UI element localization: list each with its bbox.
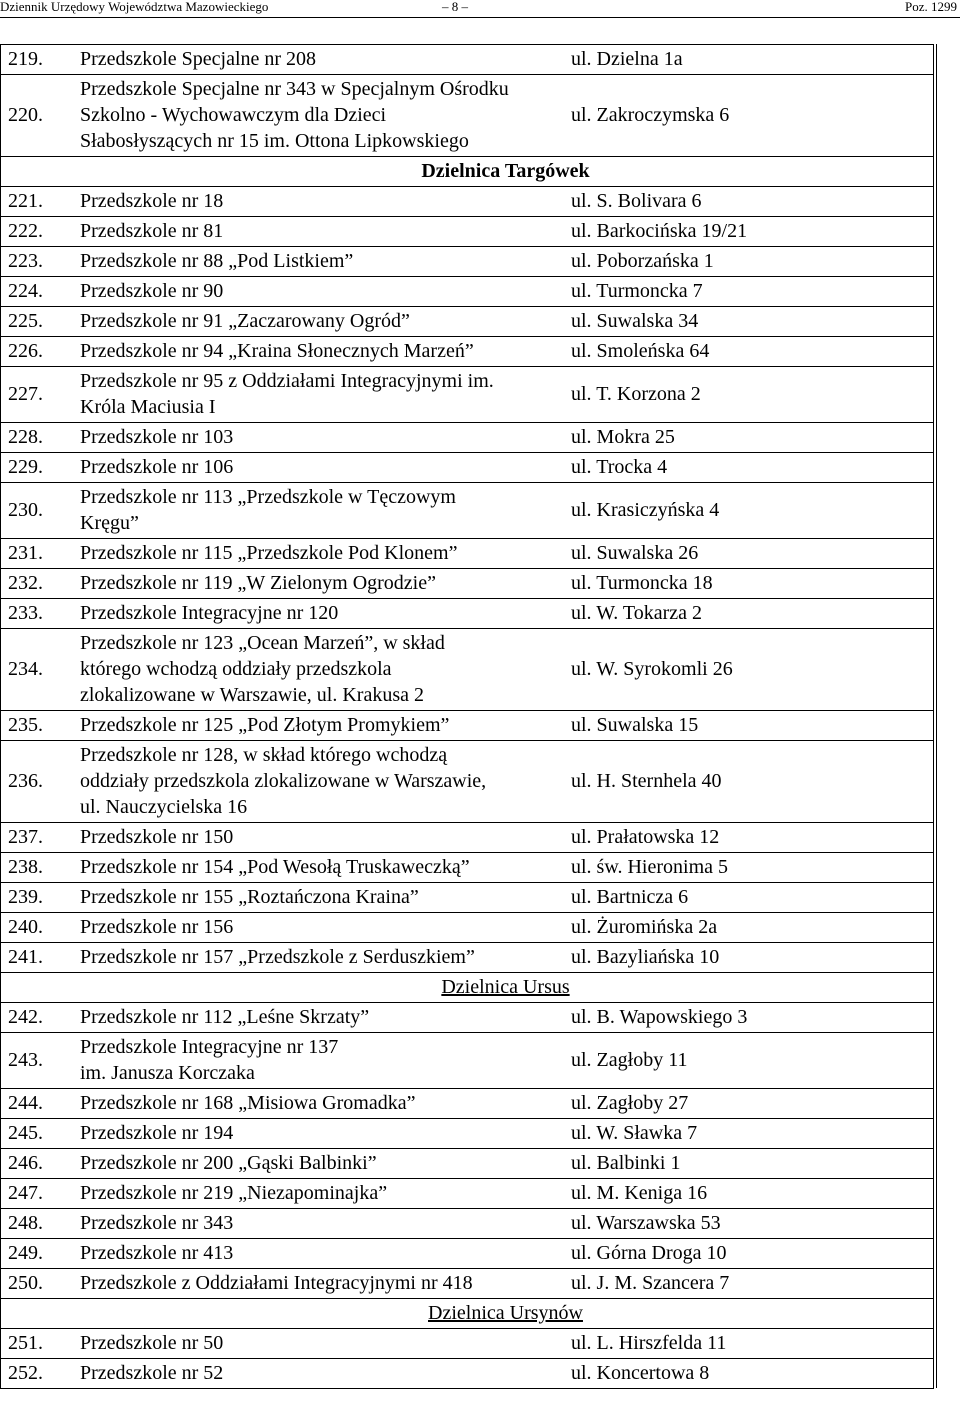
row-number: 234. — [8, 658, 43, 680]
name-line: Kręgu” — [80, 512, 139, 534]
address: ul. M. Keniga 16 — [571, 1182, 708, 1204]
row-number: 224. — [8, 280, 43, 302]
name-line: Przedszkole nr 94 „Kraina Słonecznych Marzeń” — [80, 340, 474, 362]
address: ul. Żuromińska 2a — [571, 916, 718, 938]
name-line: Przedszkole nr 219 „Niezapominajka” — [80, 1182, 388, 1204]
kindergarten-name — [80, 1238, 568, 1268]
name-line: Przedszkole nr 125 „Pod Złotym Promykiem” — [80, 714, 450, 736]
table-row — [0, 942, 960, 972]
row-number: 233. — [8, 602, 43, 624]
row-number: 219. — [8, 48, 43, 70]
section-heading: Dzielnica Ursynów — [428, 1302, 583, 1324]
kindergarten-name — [80, 942, 568, 972]
table-row — [0, 740, 960, 822]
kindergarten-name — [80, 1328, 568, 1358]
table-row — [0, 1118, 960, 1148]
name-line: Przedszkole nr 88 „Pod Listkiem” — [80, 250, 354, 272]
address: ul. Suwalska 15 — [571, 714, 699, 736]
row-number: 235. — [8, 714, 43, 736]
row-number: 240. — [8, 916, 43, 938]
name-line: Przedszkole nr 52 — [80, 1362, 224, 1384]
name-line: Przedszkole nr 156 — [80, 916, 234, 938]
name-line: Przedszkole nr 200 „Gąski Balbinki” — [80, 1152, 377, 1174]
address: ul. Bazyliańska 10 — [571, 946, 720, 968]
page-number: – 8 – — [442, 0, 468, 14]
row-number: 245. — [8, 1122, 43, 1144]
kindergarten-name — [80, 568, 568, 598]
name-line: Przedszkole nr 18 — [80, 190, 224, 212]
row-number: 225. — [8, 310, 43, 332]
name-line: oddziały przedszkola zlokalizowane w Warszawie, — [80, 770, 487, 792]
name-line: Przedszkole nr 154 „Pod Wesołą Truskaweczką” — [80, 856, 470, 878]
name-line: Przedszkole nr 194 — [80, 1122, 234, 1144]
name-line: zlokalizowane w Warszawie, ul. Krakusa 2 — [80, 684, 425, 706]
row-number: 236. — [8, 770, 43, 792]
kindergarten-name — [80, 246, 568, 276]
row-number: 242. — [8, 1006, 43, 1028]
table-row — [0, 1148, 960, 1178]
address: ul. Bartnicza 6 — [571, 886, 689, 908]
kindergarten-name — [80, 628, 568, 710]
address: ul. Zakroczymska 6 — [571, 104, 730, 126]
name-line: Przedszkole nr 168 „Misiowa Gromadka” — [80, 1092, 416, 1114]
journal-title: Dziennik Urzędowy Województwa Mazowieckiego — [0, 0, 269, 14]
name-line: którego wchodzą oddziały przedszkola — [80, 658, 392, 680]
kindergarten-name — [80, 74, 568, 156]
kindergarten-name — [80, 216, 568, 246]
kindergarten-name — [80, 336, 568, 366]
address: ul. J. M. Szancera 7 — [571, 1272, 730, 1294]
row-number: 248. — [8, 1212, 43, 1234]
address: ul. B. Wapowskiego 3 — [571, 1006, 748, 1028]
name-line: Króla Maciusia I — [80, 396, 216, 418]
table-row — [0, 452, 960, 482]
name-line: Przedszkole Integracyjne nr 137 — [80, 1036, 339, 1058]
address: ul. W. Syrokomli 26 — [571, 658, 733, 680]
table-row — [0, 246, 960, 276]
kindergarten-name — [80, 710, 568, 740]
row-number: 238. — [8, 856, 43, 878]
address: ul. Zagłoby 11 — [571, 1049, 688, 1071]
row-number: 227. — [8, 383, 43, 405]
table-row — [0, 852, 960, 882]
row-number: 223. — [8, 250, 43, 272]
table-row — [0, 912, 960, 942]
address: ul. T. Korzona 2 — [571, 383, 701, 405]
name-line: Przedszkole nr 150 — [80, 826, 234, 848]
name-line: Przedszkole nr 95 z Oddziałami Integracyjnymi im. — [80, 370, 494, 392]
row-number: 251. — [8, 1332, 43, 1354]
name-line: Przedszkole nr 343 — [80, 1212, 234, 1234]
kindergarten-name — [80, 306, 568, 336]
name-line: Przedszkole nr 115 „Przedszkole Pod Klonem” — [80, 542, 458, 564]
name-line: Przedszkole nr 155 „Roztańczona Kraina” — [80, 886, 419, 908]
kindergarten-name — [80, 276, 568, 306]
row-number: 232. — [8, 572, 43, 594]
table-row — [0, 1358, 960, 1388]
row-number: 243. — [8, 1049, 43, 1071]
name-line: Przedszkole nr 123 „Ocean Marzeń”, w skład — [80, 632, 445, 654]
name-line: Przedszkole nr 112 „Leśne Skrzaty” — [80, 1006, 370, 1028]
table-row — [0, 882, 960, 912]
kindergarten-name — [80, 1088, 568, 1118]
address: ul. W. Sławka 7 — [571, 1122, 698, 1144]
kindergarten-name — [80, 538, 568, 568]
table-row — [0, 1238, 960, 1268]
row-number: 229. — [8, 456, 43, 478]
row-number: 250. — [8, 1272, 43, 1294]
name-line: ul. Nauczycielska 16 — [80, 796, 248, 818]
table-row — [0, 1032, 960, 1088]
table-row — [0, 44, 960, 74]
header-rule — [0, 17, 960, 18]
table-row — [0, 336, 960, 366]
row-number: 239. — [8, 886, 43, 908]
name-line: Przedszkole nr 128, w skład którego wchodzą — [80, 744, 448, 766]
row-number: 220. — [8, 104, 43, 126]
table-row — [0, 1178, 960, 1208]
address: ul. Prałatowska 12 — [571, 826, 720, 848]
table-row — [0, 186, 960, 216]
table-row — [0, 276, 960, 306]
address: ul. Turmoncka 7 — [571, 280, 703, 302]
kindergarten-name — [80, 852, 568, 882]
kindergarten-name — [80, 822, 568, 852]
address: ul. Balbinki 1 — [571, 1152, 681, 1174]
table-row — [0, 482, 960, 538]
row-number: 222. — [8, 220, 43, 242]
address: ul. Suwalska 34 — [571, 310, 699, 332]
table-row — [0, 1002, 960, 1032]
kindergarten-name — [80, 1178, 568, 1208]
kindergarten-name — [80, 1268, 568, 1298]
address: ul. Krasiczyńska 4 — [571, 499, 720, 521]
table-row — [0, 366, 960, 422]
address: ul. Zagłoby 27 — [571, 1092, 689, 1114]
name-line: Przedszkole nr 119 „W Zielonym Ogrodzie” — [80, 572, 436, 594]
name-line: Przedszkole nr 413 — [80, 1242, 234, 1264]
name-line: Przedszkole nr 157 „Przedszkole z Serduszkiem” — [80, 946, 475, 968]
row-divider — [0, 1388, 934, 1389]
position-number: Poz. 1299 — [905, 0, 957, 14]
address: ul. Dzielna 1a — [571, 48, 683, 70]
address: ul. Turmoncka 18 — [571, 572, 713, 594]
name-line: Przedszkole Specjalne nr 208 — [80, 48, 317, 70]
row-number: 247. — [8, 1182, 43, 1204]
row-number: 230. — [8, 499, 43, 521]
table-row — [0, 306, 960, 336]
name-line: Przedszkole nr 106 — [80, 456, 234, 478]
table-row — [0, 598, 960, 628]
kindergarten-name — [80, 482, 568, 538]
kindergarten-name — [80, 598, 568, 628]
name-line: Przedszkole Integracyjne nr 120 — [80, 602, 339, 624]
table-row — [0, 1208, 960, 1238]
table-row — [0, 538, 960, 568]
name-line: Przedszkole nr 81 — [80, 220, 224, 242]
name-line: Przedszkole nr 50 — [80, 1332, 224, 1354]
name-line: Przedszkole Specjalne nr 343 w Specjalnym Ośrodku — [80, 78, 509, 100]
kindergarten-name — [80, 740, 568, 822]
table-row — [0, 216, 960, 246]
kindergarten-name — [80, 1118, 568, 1148]
table-row — [0, 822, 960, 852]
kindergarten-name — [80, 1208, 568, 1238]
row-number: 226. — [8, 340, 43, 362]
kindergarten-name — [80, 1032, 568, 1088]
name-line: Przedszkole z Oddziałami Integracyjnymi nr 418 — [80, 1272, 473, 1294]
address: ul. S. Bolivara 6 — [571, 190, 702, 212]
table-row — [0, 1088, 960, 1118]
kindergarten-name — [80, 452, 568, 482]
address: ul. Warszawska 53 — [571, 1212, 721, 1234]
address: ul. Trocka 4 — [571, 456, 668, 478]
address: ul. Suwalska 26 — [571, 542, 699, 564]
address: ul. H. Sternhela 40 — [571, 770, 722, 792]
name-line: Przedszkole nr 113 „Przedszkole w Tęczowym — [80, 486, 456, 508]
name-line: Przedszkole nr 90 — [80, 280, 224, 302]
page-header — [0, 0, 960, 14]
table-row — [0, 74, 960, 156]
table-row — [0, 710, 960, 740]
kindergarten-name — [80, 422, 568, 452]
kindergarten-name — [80, 1358, 568, 1388]
address: ul. Mokra 25 — [571, 426, 675, 448]
row-number: 237. — [8, 826, 43, 848]
address: ul. Górna Droga 10 — [571, 1242, 727, 1264]
kindergarten-name — [80, 912, 568, 942]
name-line: Przedszkole nr 103 — [80, 426, 234, 448]
row-number: 249. — [8, 1242, 43, 1264]
row-number: 244. — [8, 1092, 43, 1114]
row-number: 231. — [8, 542, 43, 564]
kindergarten-name — [80, 1002, 568, 1032]
address: ul. św. Hieronima 5 — [571, 856, 729, 878]
table-row — [0, 1268, 960, 1298]
address: ul. W. Tokarza 2 — [571, 602, 702, 624]
row-number: 241. — [8, 946, 43, 968]
section-heading: Dzielnica Ursus — [441, 976, 570, 998]
kindergarten-name — [80, 186, 568, 216]
table-row — [0, 568, 960, 598]
address: ul. Smoleńska 64 — [571, 340, 710, 362]
address: ul. Koncertowa 8 — [571, 1362, 710, 1384]
address: ul. Poborzańska 1 — [571, 250, 714, 272]
address: ul. L. Hirszfelda 11 — [571, 1332, 727, 1354]
table-row — [0, 1328, 960, 1358]
kindergarten-name — [80, 366, 568, 422]
name-line: Słabosłyszących nr 15 im. Ottona Lipkowskiego — [80, 130, 469, 152]
section-heading: Dzielnica Targówek — [421, 160, 590, 182]
row-number: 246. — [8, 1152, 43, 1174]
kindergarten-name — [80, 1148, 568, 1178]
name-line: Szkolno - Wychowawczym dla Dzieci — [80, 104, 387, 126]
name-line: Przedszkole nr 91 „Zaczarowany Ogród” — [80, 310, 410, 332]
name-line: im. Janusza Korczaka — [80, 1062, 255, 1084]
row-number: 252. — [8, 1362, 43, 1384]
row-number: 228. — [8, 426, 43, 448]
table-row — [0, 628, 960, 710]
table-row — [0, 422, 960, 452]
row-number: 221. — [8, 190, 43, 212]
kindergarten-name — [80, 44, 568, 74]
address: ul. Barkocińska 19/21 — [571, 220, 748, 242]
kindergarten-name — [80, 882, 568, 912]
